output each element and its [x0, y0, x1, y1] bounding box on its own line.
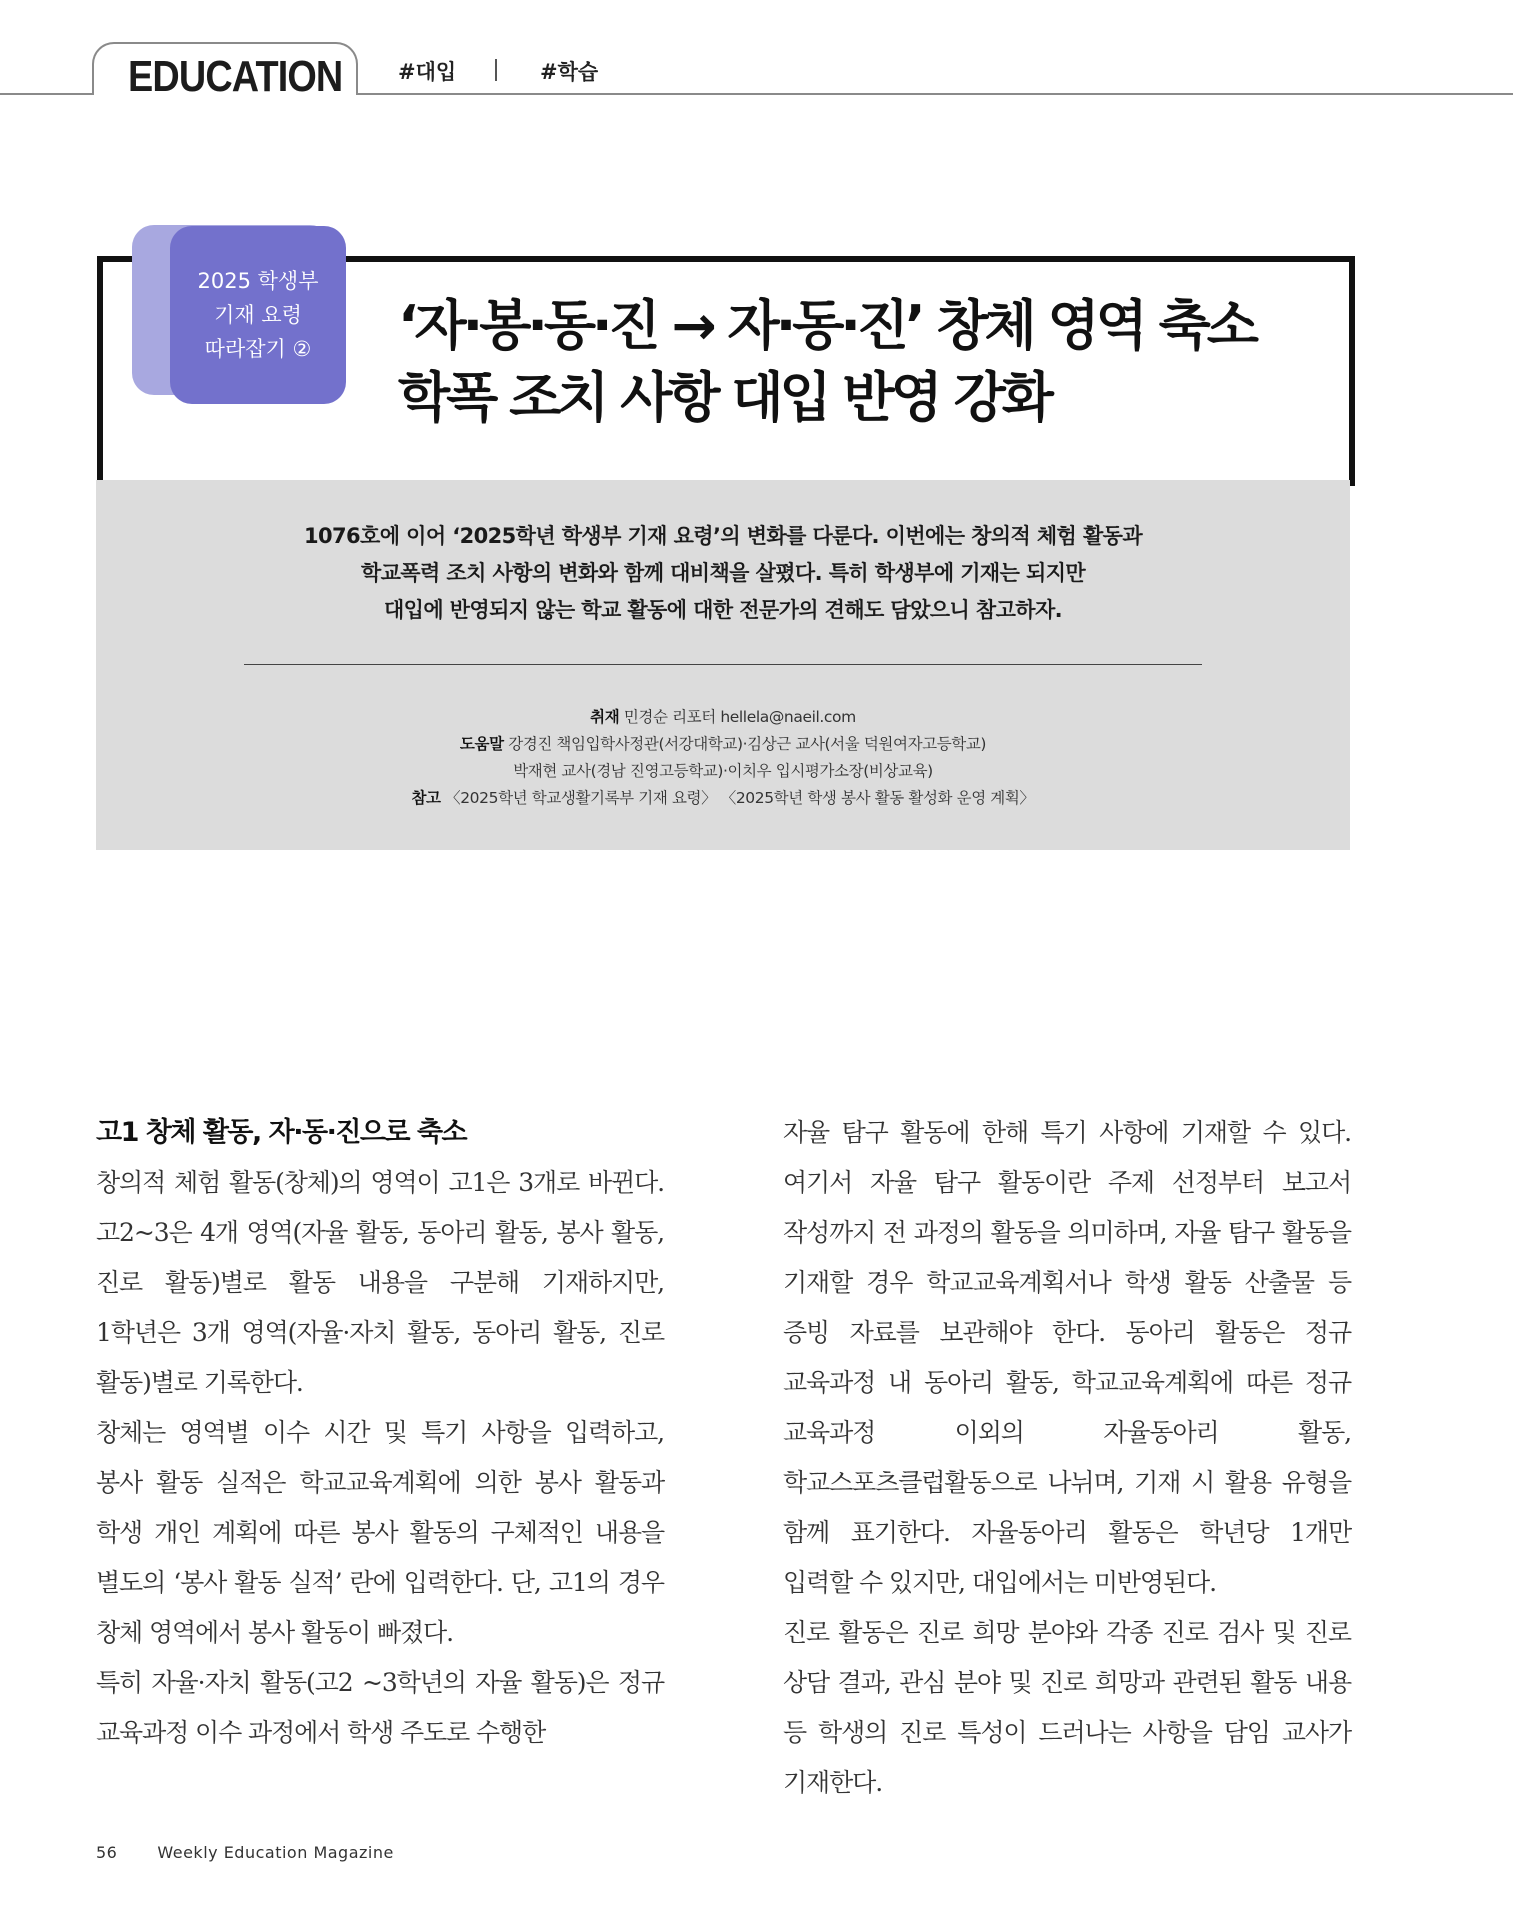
page-number: 56	[96, 1843, 118, 1862]
intro-line: 1076호에 이어 ‘2025학년 학생부 기재 요령’의 변화를 다룬다. 이번에는 창의적 체험 활동과	[304, 524, 1142, 548]
help-line-1: 강경진 책임입학사정관(서강대학교)·김상근 교사(서울 덕원여자고등학교)	[508, 735, 987, 753]
series-badge-line: 2025 학생부	[197, 269, 319, 293]
reference-label: 참고	[411, 789, 441, 807]
article-paragraph: 특히 자율·자치 활동(고2 ~3학년의 자율 활동)은 정규 교육과정 이수 과정에서 학생 주도로 수행한	[96, 1668, 664, 1747]
article-paragraph: 자율 탐구 활동에 한해 특기 사항에 기재할 수 있다. 여기서 자율 탐구 활동이란 주제 선정부터 보고서 작성까지 전 과정의 활동을 의미하며, 자율 탐구 활동을 기재할 경우 학교교육계획서나 학생 활동 산출물 등 증빙 자료를 보관해야 한다. 동아리 활동은 정규 교육과정 내 동아리 활동, 학교교육계획에 따른 정규 교육과정 이외의 자율동아리 활동, 학교스포츠클럽활동으로 나뉘며, 기재 시 활용 유형을 함께 표기한다. 자율동아리 활동은 학년당 1개만 입력할 수 있지만, 대입에서는 미반영된다.	[783, 1118, 1351, 1597]
reporter: 민경순 리포터 hellela@naeil.com	[623, 708, 856, 726]
reference: 〈2025학년 학교생활기록부 기재 요령〉 〈2025학년 학생 봉사 활동 활성화 운영 계획〉	[445, 789, 1035, 807]
series-badge	[170, 226, 346, 404]
intro-line: 학교폭력 조치 사항의 변화와 함께 대비책을 살폈다. 특히 학생부에 기재는 되지만	[360, 561, 1086, 585]
reporter-label: 취재	[590, 708, 620, 726]
article-paragraph: 창체는 영역별 이수 시간 및 특기 사항을 입력하고, 봉사 활동 실적은 학교교육계획에 의한 봉사 활동과 학생 개인 계획에 따른 봉사 활동의 구체적인 내용을 별도의 ‘봉사 활동 실적’ 란에 입력한다. 단, 고1의 경우 창체 영역에서 봉사 활동이 빠졌다.	[96, 1418, 664, 1647]
tag-separator	[495, 59, 497, 81]
article-column-right	[783, 1108, 1351, 1808]
series-badge-line: 따라잡기 ②	[204, 337, 312, 361]
article-column-left	[96, 1108, 664, 1758]
headline-line-1: ‘자·봉·동·진 → 자·동·진’ 창체 영역 축소	[398, 294, 1255, 357]
series-badge-line: 기재 요령	[214, 303, 302, 327]
article-paragraph: 창의적 체험 활동(창체)의 영역이 고1은 3개로 바뀐다. 고2~3은 4개 영역(자율 활동, 동아리 활동, 봉사 활동, 진로 활동)별로 활동 내용을 구분해 기재하지만, 1학년은 3개 영역(자율·자치 활동, 동아리 활동, 진로 활동)별로 기록한다.	[96, 1168, 664, 1397]
help-label: 도움말	[459, 735, 504, 753]
help-line-2: 박재현 교사(경남 진영고등학교)·이치우 입시평가소장(비상교육)	[513, 762, 933, 780]
headline	[398, 290, 1255, 434]
article-paragraph: 진로 활동은 진로 희망 분야와 각종 진로 검사 및 진로 상담 결과, 관심 분야 및 진로 희망과 관련된 활동 내용 등 학생의 진로 특성이 드러나는 사항을 담임 교사가 기재한다.	[783, 1618, 1351, 1797]
article-subhead: 고1 창체 활동, 자·동·진으로 축소	[96, 1117, 467, 1148]
credits	[96, 704, 1350, 812]
headline-line-2: 학폭 조치 사항 대입 반영 강화	[398, 366, 1050, 429]
summary-divider	[244, 664, 1202, 665]
tag-study: #학습	[540, 60, 599, 84]
magazine-name: Weekly Education Magazine	[157, 1843, 394, 1862]
section-title: EDUCATION	[128, 52, 343, 101]
intro-line: 대입에 반영되지 않는 학교 활동에 대한 전문가의 견해도 담았으니 참고하자.	[383, 598, 1063, 622]
intro-text	[96, 518, 1350, 629]
tag-admission: #대입	[398, 60, 457, 84]
page-footer	[96, 1843, 394, 1862]
